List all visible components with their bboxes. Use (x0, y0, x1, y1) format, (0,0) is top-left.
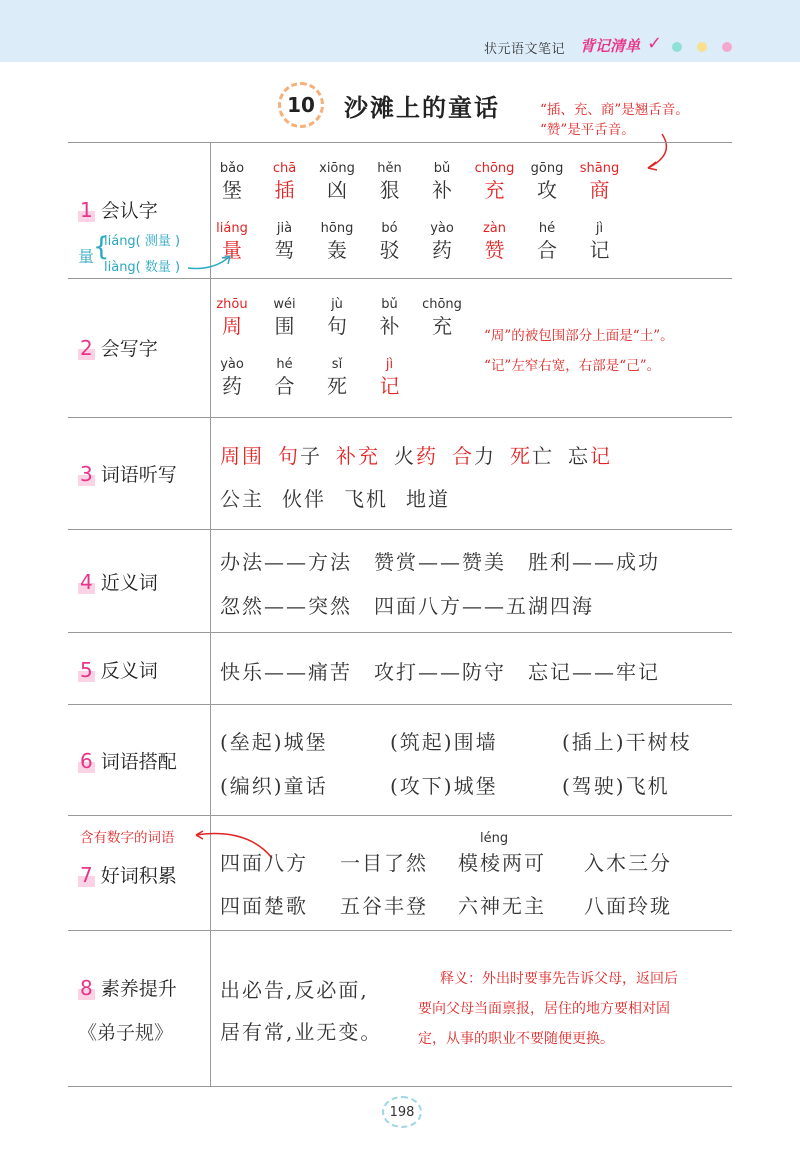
write-note-1: “周”的被包围部分上面是“土”。 (484, 328, 674, 344)
char-cell (255, 160, 315, 202)
word-segment: 周围 (220, 444, 264, 468)
dictation-word (568, 444, 612, 468)
table-divider (68, 815, 732, 816)
pinyin: chōng (422, 297, 462, 312)
hanzi: 量 (222, 238, 242, 262)
classic-line1: 出必告,反必面, (220, 978, 369, 1002)
pinyin: yào (430, 221, 454, 236)
header-bar (0, 0, 800, 62)
char-cell (255, 356, 315, 398)
word-item: (垒起)城堡 (220, 730, 328, 754)
brand-title: 状元语文笔记 (484, 42, 566, 57)
word-item: 四面楚歌 (220, 894, 308, 918)
dictation-word: 伙伴 (282, 487, 326, 511)
table-top-border (68, 142, 732, 143)
hanzi: 围 (274, 314, 295, 338)
pinyin: bǎo (219, 161, 245, 176)
word-item: 四面八方 (220, 851, 308, 875)
hanzi: 药 (432, 238, 452, 262)
pinyin: gōng (530, 161, 564, 176)
lesson-number-badge: 10 (278, 82, 324, 128)
hanzi: 句 (327, 314, 347, 338)
section-5-label (78, 656, 158, 683)
section-number: 6 (80, 748, 93, 773)
word-item: (筑起)围墙 (390, 730, 498, 754)
dictation-row2 (220, 483, 468, 512)
char-cell (412, 220, 472, 262)
section-title: 会写字 (100, 338, 158, 360)
hanzi: 凶 (327, 178, 347, 202)
dictation-word (452, 444, 496, 468)
section-number: 2 (80, 335, 93, 360)
char-cell (202, 356, 262, 398)
char-cell (570, 160, 630, 202)
hanzi: 补 (432, 178, 452, 202)
dictation-word (394, 444, 438, 468)
table-divider (68, 704, 732, 705)
hanzi: 狠 (379, 178, 400, 202)
pinyin: yào (220, 357, 244, 372)
section-title: 近义词 (100, 572, 158, 594)
char-cell (307, 296, 367, 338)
table-divider (68, 278, 732, 279)
dictation-word: 公主 (220, 487, 264, 511)
polyphone-arrow-icon (186, 250, 236, 274)
classic-line2: 居有常,业无变。 (220, 1020, 383, 1044)
pinyin: jì (595, 221, 604, 236)
title-note-line2: “赞”是平舌音。 (540, 122, 635, 138)
table-bottom-border (68, 1086, 732, 1087)
pinyin: chōng (474, 161, 515, 176)
hanzi: 驾 (274, 238, 295, 262)
antonyms-line1: 快乐——痛苦 攻打——防守 忘记——牢记 (220, 660, 660, 684)
dictation-row1 (220, 440, 626, 469)
section-number: 1 (80, 197, 93, 222)
explanation-line3: 定，从事的职业不要随便更换。 (418, 1031, 614, 1047)
section-8-label (78, 974, 177, 1001)
word-segment: 忘 (568, 444, 590, 468)
char-cell (360, 356, 420, 398)
polyphone-char: 量 (78, 247, 95, 266)
section-number: 4 (80, 569, 93, 594)
char-cell (307, 356, 367, 398)
char-cell (255, 296, 315, 338)
section-2-label (78, 334, 158, 361)
char-cell (202, 160, 262, 202)
section-number: 7 (80, 862, 93, 887)
hanzi: 商 (589, 178, 610, 202)
char-cell (517, 160, 577, 202)
char-cell (412, 160, 472, 202)
table-column-divider (210, 142, 211, 1086)
hanzi: 死 (327, 374, 347, 398)
hanzi: 记 (589, 238, 610, 262)
section-title: 好词积累 (100, 865, 177, 887)
pinyin: bǔ (381, 297, 398, 312)
char-cell (360, 220, 420, 262)
word-segment: 记 (590, 444, 612, 468)
hanzi: 补 (379, 314, 400, 338)
word-item: 八面玲珑 (584, 894, 672, 918)
char-cell (255, 220, 315, 262)
char-cell (570, 220, 630, 262)
decor-dot-yellow-icon (697, 42, 707, 52)
pinyin: jù (331, 297, 343, 312)
idiom-note: 含有数字的词语 (80, 830, 175, 846)
word-item: 入木三分 (584, 851, 672, 875)
hanzi: 赞 (484, 238, 505, 262)
hanzi: 记 (379, 374, 400, 398)
classic-source: 《弟子规》 (78, 1022, 174, 1044)
synonyms-line1: 办法——方法 赞赏——赞美 胜利——成功 (220, 550, 660, 574)
section-title: 素养提升 (100, 978, 177, 1000)
table-divider (68, 529, 732, 530)
hanzi: 合 (537, 238, 557, 262)
section-title: 词语搭配 (100, 751, 177, 773)
explanation-line2: 要向父母当面禀报，居住的地方要相对固 (418, 1001, 670, 1017)
hanzi: 攻 (537, 178, 557, 202)
section-number: 3 (80, 461, 93, 486)
section-6-label (78, 747, 177, 774)
write-note-2: “记”左窄右宽，右部是“己”。 (484, 358, 661, 374)
polyphone-reading-2: liàng( 数量 ) (104, 260, 181, 275)
word-segment: 补充 (336, 444, 380, 468)
dictation-word (220, 444, 264, 468)
word-segment: 子 (300, 444, 322, 468)
title-note-line1: “插、充、商”是翘舌音。 (540, 102, 689, 118)
char-cell (360, 160, 420, 202)
section-4-label (78, 568, 158, 595)
table-divider (68, 930, 732, 931)
char-cell (360, 296, 420, 338)
dictation-word (278, 444, 322, 468)
hanzi: 周 (222, 314, 242, 338)
word-item: 五谷丰登 (340, 894, 428, 918)
idiom-pinyin: léng (480, 831, 509, 846)
pinyin: hōng (320, 221, 354, 236)
word-segment: 合 (452, 444, 474, 468)
page-number: 198 (382, 1096, 422, 1128)
char-cell (202, 296, 262, 338)
decor-dot-teal-icon (672, 42, 682, 52)
hanzi: 充 (432, 314, 452, 338)
lesson-title: 沙滩上的童话 (344, 94, 500, 122)
section-title: 反义词 (100, 660, 158, 682)
word-segment: 死 (510, 444, 532, 468)
hanzi: 轰 (327, 238, 347, 262)
word-item: 六神无主 (458, 894, 546, 918)
section-number: 5 (80, 657, 93, 682)
pinyin: liáng (216, 221, 248, 236)
pinyin: hé (538, 221, 556, 236)
pinyin: bǔ (433, 161, 451, 176)
hanzi: 药 (222, 374, 242, 398)
word-segment: 亡 (532, 444, 554, 468)
synonyms-line2: 忽然——突然 四面八方——五湖四海 (220, 594, 594, 618)
polyphone-reading-1: liáng( 测量 ) (104, 234, 181, 249)
section-3-label (78, 460, 177, 487)
word-segment: 药 (416, 444, 438, 468)
hanzi: 插 (274, 178, 295, 202)
pinyin: chā (272, 161, 297, 176)
brace-icon: { (93, 232, 110, 262)
word-item: (插上)干树枝 (562, 730, 692, 754)
decor-dot-pink-icon (722, 42, 732, 52)
hanzi: 充 (484, 178, 505, 202)
pinyin: xiōng (319, 161, 355, 176)
pinyin: jià (276, 221, 293, 236)
hanzi: 驳 (379, 238, 400, 262)
char-cell (517, 220, 577, 262)
char-cell (465, 160, 525, 202)
hanzi: 合 (274, 374, 295, 398)
table-divider (68, 632, 732, 633)
explanation-line1: 释义：外出时要事先告诉父母，返回后 (440, 971, 678, 987)
word-item: (驾驶)飞机 (562, 774, 670, 798)
section-title: 词语听写 (100, 464, 177, 486)
word-item: 一目了然 (340, 851, 428, 875)
pinyin: wéi (273, 297, 296, 312)
char-cell (412, 296, 472, 338)
word-item: (编织)童话 (220, 774, 328, 798)
pinyin: hěn (377, 161, 402, 176)
pinyin: hé (276, 357, 293, 372)
dictation-word: 地道 (406, 487, 450, 511)
pinyin: zàn (482, 221, 507, 236)
checklist-title: 背记清单 (580, 37, 641, 55)
word-segment: 火 (394, 444, 416, 468)
word-item: (攻下)城堡 (390, 774, 498, 798)
char-cell (307, 160, 367, 202)
pinyin: shāng (579, 161, 620, 176)
check-icon: ✓ (647, 33, 663, 54)
dictation-word (336, 444, 380, 468)
dictation-word: 飞机 (344, 487, 388, 511)
section-title: 会认字 (100, 200, 158, 222)
word-segment: 句 (278, 444, 300, 468)
word-segment: 力 (474, 444, 496, 468)
section-1-label (78, 196, 158, 223)
char-cell (465, 220, 525, 262)
char-cell (307, 220, 367, 262)
pinyin: bó (381, 221, 398, 236)
word-item: 模棱两可 (458, 851, 546, 875)
dictation-word (510, 444, 554, 468)
pinyin: zhōu (216, 297, 248, 312)
pinyin: jì (385, 357, 394, 372)
section-7-label (78, 861, 177, 888)
hanzi: 堡 (222, 178, 242, 202)
section-number: 8 (80, 975, 93, 1000)
table-divider (68, 417, 732, 418)
pinyin: sǐ (331, 357, 343, 372)
